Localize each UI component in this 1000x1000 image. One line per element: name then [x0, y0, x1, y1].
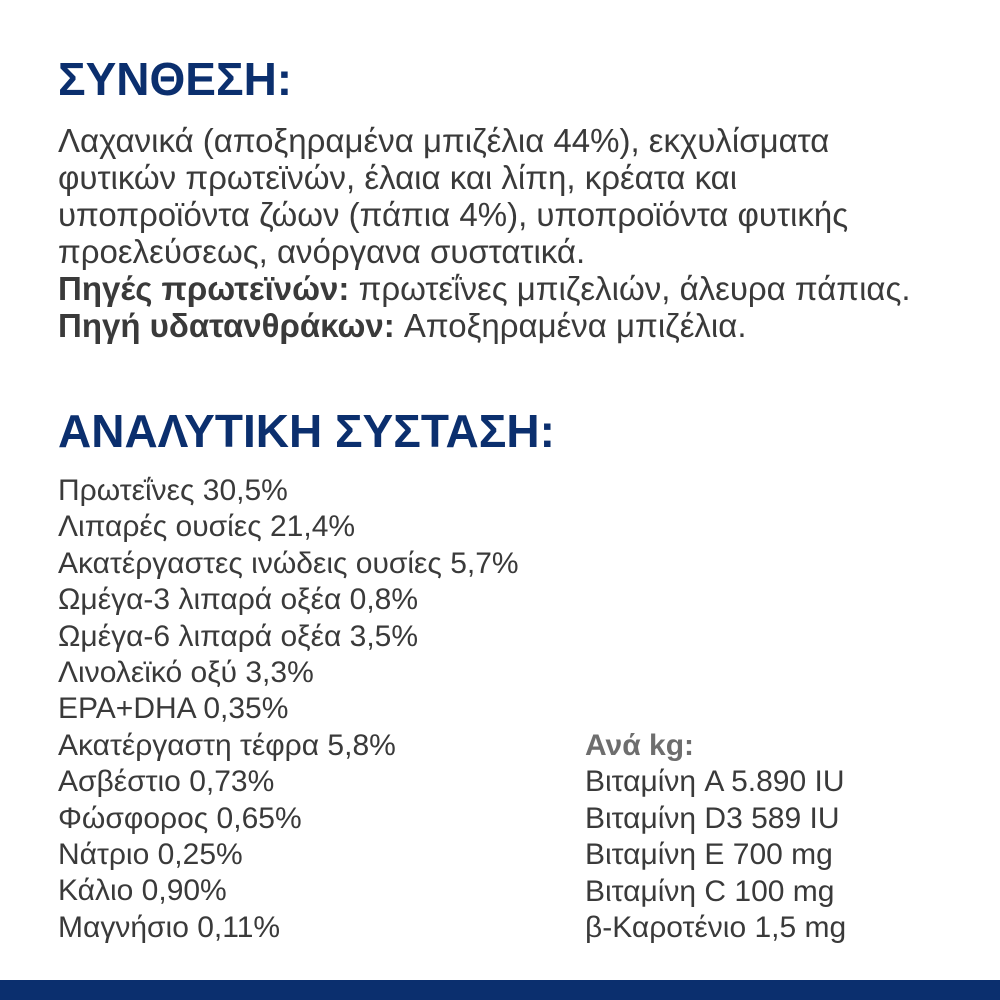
analytical-item: Φώσφορος 0,65%: [58, 801, 302, 835]
per-kg-item: Βιταμίνη A 5.890 IU: [585, 765, 845, 799]
analytical-item: Λιπαρές ουσίες 21,4%: [58, 510, 356, 544]
per-kg-item: β-Καροτένιο 1,5 mg: [585, 910, 847, 944]
analytical-item: Ωμέγα-6 λιπαρά οξέα 3,5%: [58, 619, 419, 653]
per-kg-item: Βιταμίνη C 100 mg: [585, 874, 835, 908]
analytical-item: Ακατέργαστες ινώδεις ουσίες 5,7%: [58, 546, 519, 580]
carb-source-line: [58, 307, 988, 344]
analytical-item: Ωμέγα-3 λιπαρά οξέα 0,8%: [58, 583, 419, 617]
carb-source-label: Πηγή υδατανθράκων:: [58, 307, 395, 344]
analytical-item: Ασβέστιο 0,73%: [58, 765, 275, 799]
composition-line: υποπροϊόντα ζώων (πάπια 4%), υποπροϊόντα φυτικής: [58, 196, 849, 233]
analytical-item: Λινολεϊκό οξύ 3,3%: [58, 655, 314, 689]
protein-sources-value: πρωτεΐνες μπιζελιών, άλευρα πάπιας.: [358, 270, 911, 307]
analytical-item: Νάτριο 0,25%: [58, 837, 243, 871]
composition-line: προελεύσεως, ανόργανα συστατικά.: [58, 233, 586, 270]
composition-line: φυτικών πρωτεϊνών, έλαια και λίπη, κρέατα και: [58, 159, 738, 196]
analytical-item: Κάλιο 0,90%: [58, 874, 227, 908]
carb-source-value: Αποξηραμένα μπιζέλια.: [403, 307, 747, 344]
per-kg-item: Βιταμίνη E 700 mg: [585, 838, 833, 872]
per-kg-label: Ανά kg:: [585, 729, 695, 762]
protein-sources-line: [58, 270, 988, 307]
analytical-item: Μαγνήσιο 0,11%: [58, 910, 281, 944]
analytical-constituents-list: [58, 473, 578, 946]
analytical-item: Ακατέργαστη τέφρα 5,8%: [58, 728, 396, 762]
protein-sources-label: Πηγές πρωτεϊνών:: [58, 270, 350, 307]
bottom-brand-bar: [0, 980, 1000, 1000]
composition-text: [58, 122, 988, 344]
per-kg-list: [585, 728, 985, 946]
analytical-item: Πρωτεΐνες 30,5%: [58, 474, 288, 507]
analytical-item: EPA+DHA 0,35%: [58, 692, 289, 726]
analytical-heading: ΑΝΑΛΥΤΙΚΗ ΣΥΣΤΑΣΗ:: [58, 405, 555, 457]
composition-line: Λαχανικά (αποξηραμένα μπιζέλια 44%), εκχυλίσματα: [58, 122, 830, 159]
per-kg-item: Βιταμίνη D3 589 IU: [585, 801, 840, 835]
composition-heading: ΣΥΝΘΕΣΗ:: [58, 53, 293, 105]
